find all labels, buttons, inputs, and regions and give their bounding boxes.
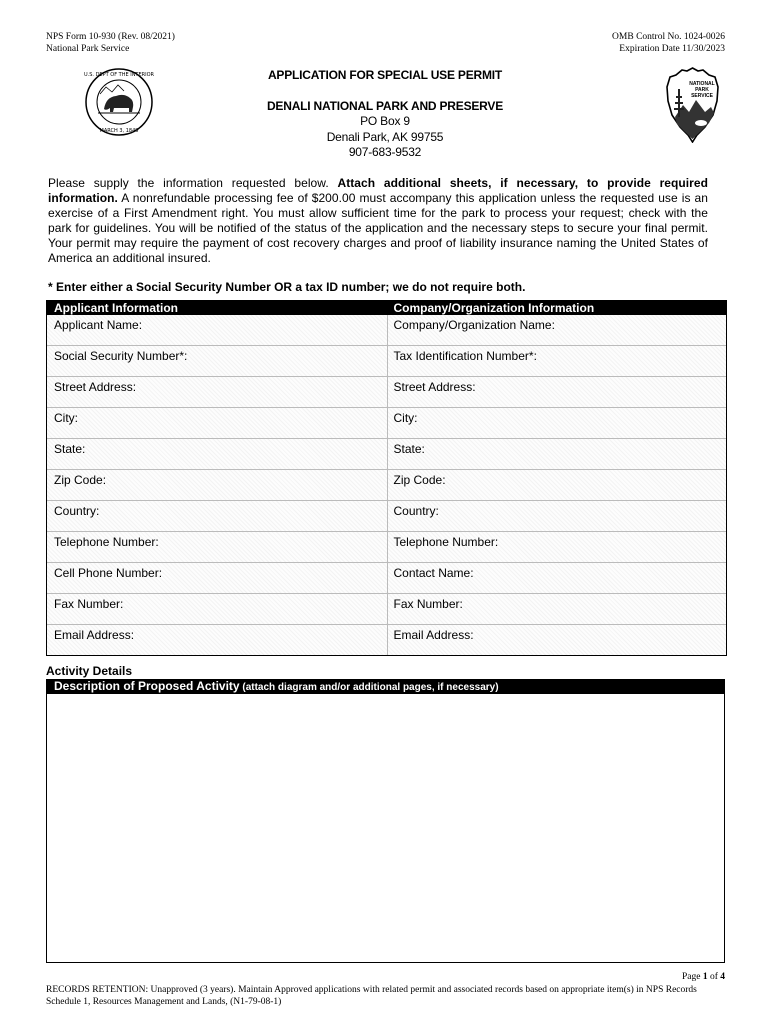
nps-logo-line: NATIONAL [689, 81, 715, 87]
company-field-label: Telephone Number: [393, 535, 499, 549]
information-grid [46, 300, 727, 656]
company-field[interactable] [387, 470, 727, 500]
park-address [0, 114, 770, 161]
form-number-line: NPS Form 10-930 (Rev. 08/2021) [46, 32, 175, 42]
company-field[interactable] [387, 408, 727, 438]
svg-text:MARCH 3, 1849: MARCH 3, 1849 [99, 128, 139, 134]
form-row [47, 376, 726, 407]
intro-text: must accompany this application unless the requested use is an exercise of a First Amendment right. You must allow sufficient time for the park to process your request; check with the park for guidelines. You will be notified of the status of the application and the necessary steps to secure your final permit. Your permit may require the payment of cost recovery charges and proof of liability insurance naming the United States of America an additional insured. [48, 191, 708, 265]
page-number [682, 972, 725, 982]
grid-header [47, 301, 726, 315]
company-section-header: Company/Organization Information [393, 301, 595, 315]
description-sublabel: (attach diagram and/or additional pages, if necessary) [239, 682, 499, 693]
applicant-field[interactable] [47, 501, 387, 531]
company-field-label: Zip Code: [393, 473, 446, 487]
form-row [47, 315, 726, 345]
activity-heading: Activity Details [46, 664, 133, 678]
applicant-field[interactable] [47, 346, 387, 376]
applicant-field-label: Country: [54, 504, 100, 518]
form-row [47, 562, 726, 593]
intro-text: Please supply the information requested below. [48, 176, 338, 190]
company-field[interactable] [387, 439, 727, 469]
applicant-section-header: Applicant Information [54, 301, 178, 315]
omb-info [612, 31, 725, 55]
form-row [47, 593, 726, 624]
omb-control-number: OMB Control No. 1024-0026 [612, 32, 725, 42]
applicant-field-label: Social Security Number*: [54, 349, 188, 363]
description-header [46, 679, 725, 693]
form-row [47, 500, 726, 531]
nps-logo-line: PARK [695, 87, 709, 93]
applicant-field[interactable] [47, 532, 387, 562]
page-prefix: Page [681, 972, 703, 982]
total-pages: 4 [720, 972, 725, 982]
intro-bold-text: Attach additional sheets, if necessary, to provide required information. [48, 176, 708, 205]
agency-line: National Park Service [46, 44, 130, 54]
applicant-field[interactable] [47, 563, 387, 593]
company-field-label: Fax Number: [393, 597, 463, 611]
company-field-label: Email Address: [393, 628, 474, 642]
applicant-field[interactable] [47, 594, 387, 624]
applicant-field[interactable] [47, 439, 387, 469]
company-field-label: Street Address: [393, 380, 476, 394]
applicant-field-label: Street Address: [54, 380, 137, 394]
company-field[interactable] [387, 594, 727, 624]
company-field[interactable] [387, 501, 727, 531]
company-field-label: Contact Name: [393, 566, 474, 580]
intro-text: A nonrefundable processing fee of [117, 191, 312, 205]
nps-logo-text [687, 81, 717, 99]
applicant-field-label: Email Address: [54, 628, 135, 642]
nps-logo-line: SERVICE [691, 93, 713, 99]
applicant-field[interactable] [47, 377, 387, 407]
applicant-field-label: Cell Phone Number: [54, 566, 163, 580]
form-row [47, 438, 726, 469]
applicant-field[interactable] [47, 625, 387, 655]
company-field-label: City: [393, 411, 418, 425]
company-field[interactable] [387, 625, 727, 655]
expiration-date: Expiration Date 11/30/2023 [619, 44, 725, 54]
company-field[interactable] [387, 563, 727, 593]
applicant-field-label: State: [54, 442, 86, 456]
applicant-field[interactable] [47, 315, 387, 345]
form-row [47, 624, 726, 655]
company-field[interactable] [387, 377, 727, 407]
park-phone: 907-683-9532 [348, 145, 422, 159]
applicant-field-label: Applicant Name: [54, 318, 143, 332]
applicant-field[interactable] [47, 470, 387, 500]
description-label: Description of Proposed Activity [54, 679, 240, 693]
company-field-label: Company/Organization Name: [393, 318, 555, 332]
svg-text:U.S. DEPT OF THE INTERIOR: U.S. DEPT OF THE INTERIOR [84, 72, 154, 78]
company-field-label: Tax Identification Number*: [393, 349, 537, 363]
company-field[interactable] [387, 532, 727, 562]
company-field-label: State: [393, 442, 425, 456]
ssn-note: * Enter either a Social Security Number OR a tax ID number; we do not require both. [48, 280, 526, 294]
form-number [46, 31, 175, 55]
applicant-field-label: Telephone Number: [54, 535, 159, 549]
applicant-field-label: City: [54, 411, 78, 425]
company-field-label: Country: [393, 504, 439, 518]
page-middle: of [707, 972, 721, 982]
company-field[interactable] [387, 346, 727, 376]
records-retention-footer: RECORDS RETENTION: Unapproved (3 years). Maintain Approved applications with related permit and associated records based on appropriate item(s) in NPS Records Schedule 1, Resources Management and Lands, (N1-79-08-1) [46, 985, 697, 1007]
processing-fee: $200.00 [311, 191, 356, 205]
form-row [47, 469, 726, 500]
company-field[interactable] [387, 315, 727, 345]
applicant-field-label: Fax Number: [54, 597, 124, 611]
activity-description-field[interactable] [46, 693, 725, 963]
form-title: APPLICATION FOR SPECIAL USE PERMIT [267, 68, 503, 82]
intro-paragraph [48, 176, 708, 266]
form-row [47, 345, 726, 376]
form-row [47, 407, 726, 438]
park-name: DENALI NATIONAL PARK AND PRESERVE [266, 99, 504, 113]
applicant-field-label: Zip Code: [54, 473, 107, 487]
po-box: PO Box 9 [360, 114, 410, 128]
current-page: 1 [702, 972, 708, 982]
form-row [47, 531, 726, 562]
city-line: Denali Park, AK 99755 [326, 129, 444, 144]
applicant-field[interactable] [47, 408, 387, 438]
